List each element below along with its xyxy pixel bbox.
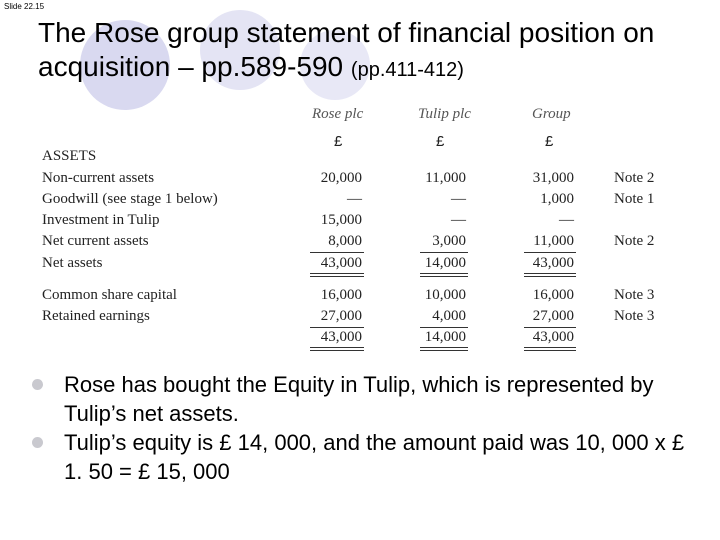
cell-note: Note 3: [614, 308, 655, 324]
total-rule: [524, 350, 576, 351]
cell-group: 11,000: [533, 233, 574, 249]
row-label: Non-current assets: [42, 170, 155, 186]
total-rule: [310, 350, 364, 351]
subtotal-rule: [310, 252, 364, 253]
cell-rose: 16,000: [320, 287, 362, 303]
total-rule: [310, 276, 364, 277]
subtotal-rule: [420, 252, 468, 253]
cell-note: Note 3: [614, 287, 655, 303]
cell-rose: 27,000: [320, 308, 362, 324]
bullet-text: Rose has bought the Equity in Tulip, which is represented by Tulip’s net assets.: [64, 372, 654, 426]
cell-tulip: 11,000: [425, 170, 466, 186]
cell-tulip: 10,000: [424, 287, 466, 303]
column-header-group: Group: [532, 106, 571, 122]
slide-title: [38, 16, 698, 87]
total-rule: [420, 347, 468, 348]
row-label: Investment in Tulip: [42, 212, 160, 228]
cell-group: —: [559, 212, 574, 228]
slide-number: Slide 22.15: [4, 2, 45, 11]
column-header-tulip: Tulip plc: [418, 106, 471, 122]
currency-group: £: [545, 133, 554, 150]
cell-tulip: —: [451, 191, 466, 207]
column-header-rose: Rose plc: [312, 106, 364, 122]
subtotal-rule: [310, 327, 364, 328]
cell-group: 43,000: [532, 329, 574, 345]
cell-rose: 43,000: [320, 329, 362, 345]
total-rule: [524, 276, 576, 277]
total-rule: [524, 273, 576, 274]
subtotal-rule: [524, 252, 576, 253]
section-label: ASSETS: [42, 148, 97, 164]
subtotal-rule: [420, 327, 468, 328]
title-main: The Rose group statement of financial position on acquisition – pp.589-590: [38, 17, 655, 82]
cell-rose: 43,000: [320, 255, 362, 271]
subtotal-rule: [524, 327, 576, 328]
total-rule: [310, 273, 364, 274]
total-rule: [524, 347, 576, 348]
bullet-text: Tulip’s equity is £ 14, 000, and the amount paid was 10, 000 x £ 1. 50 = £ 15, 000: [64, 430, 685, 484]
cell-group: 16,000: [532, 287, 574, 303]
total-rule: [420, 276, 468, 277]
cell-rose: 20,000: [320, 170, 362, 186]
cell-note: Note 2: [614, 170, 655, 186]
title-page-ref: (pp.411-412): [350, 59, 464, 81]
cell-group: 43,000: [532, 255, 574, 271]
row-label: Net assets: [42, 255, 103, 271]
row-label: Goodwill (see stage 1 below): [42, 191, 218, 207]
cell-tulip: 14,000: [424, 329, 466, 345]
row-label: Retained earnings: [42, 308, 150, 324]
row-label: Net current assets: [42, 233, 149, 249]
cell-rose: 15,000: [320, 212, 362, 228]
total-rule: [420, 350, 468, 351]
bullet-item: [32, 428, 702, 486]
cell-rose: —: [347, 191, 362, 207]
cell-note: Note 2: [614, 233, 655, 249]
cell-rose: 8,000: [328, 233, 362, 249]
cell-tulip: 3,000: [432, 233, 466, 249]
total-rule: [310, 347, 364, 348]
cell-tulip: —: [451, 212, 466, 228]
cell-group: 27,000: [532, 308, 574, 324]
bullet-list: [32, 370, 702, 486]
bullet-dot-icon: [32, 379, 43, 390]
cell-note: Note 1: [614, 191, 655, 207]
cell-group: 31,000: [532, 170, 574, 186]
cell-tulip: 14,000: [424, 255, 466, 271]
currency-tulip: £: [436, 133, 445, 150]
currency-rose: £: [334, 133, 343, 150]
row-label: Common share capital: [42, 287, 177, 303]
cell-tulip: 4,000: [432, 308, 466, 324]
bullet-item: [32, 370, 702, 428]
total-rule: [420, 273, 468, 274]
bullet-dot-icon: [32, 437, 43, 448]
cell-group: 1,000: [540, 191, 574, 207]
